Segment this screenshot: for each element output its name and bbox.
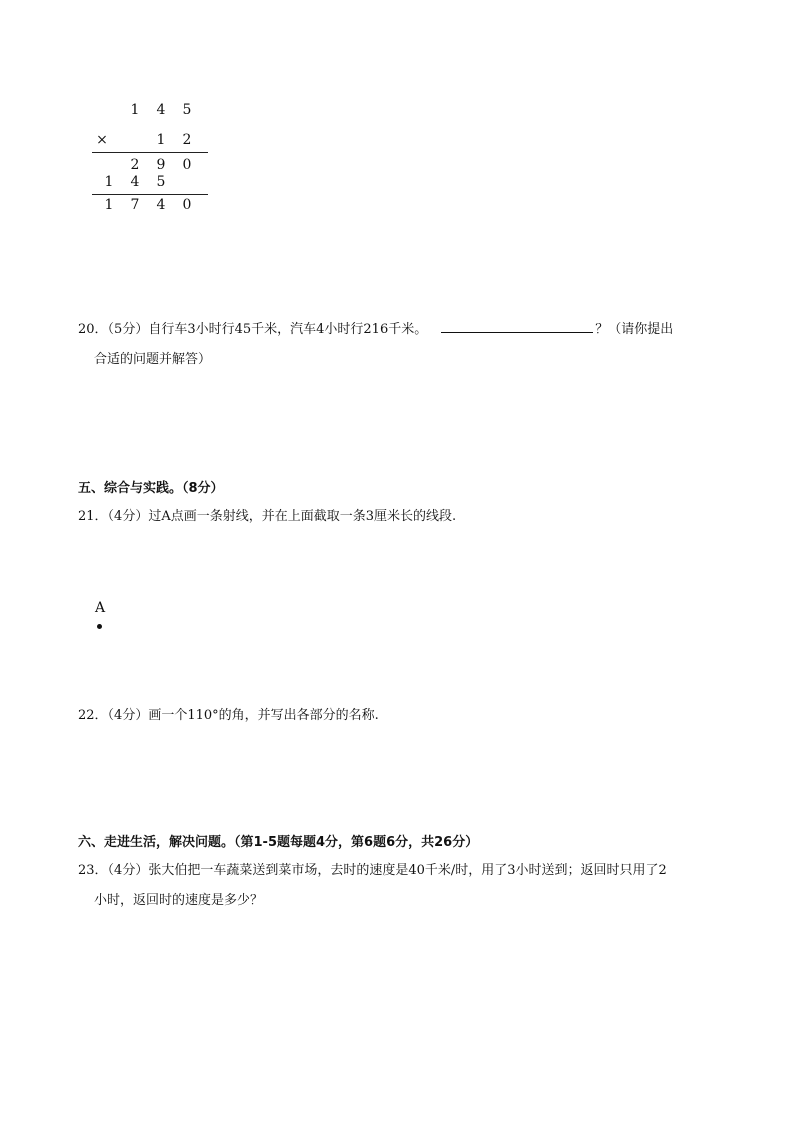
question-23-line2: 小时，返回时的速度是多少？ bbox=[94, 893, 264, 908]
multiplication-line bbox=[92, 152, 208, 153]
section-6-title: 六、走进生活，解决问题。（第1-5题每题4分，第6题6分，共26分） bbox=[78, 835, 479, 850]
question-22 bbox=[78, 706, 379, 726]
section-5-title: 五、综合与实践。（8分） bbox=[78, 481, 224, 496]
digit: 5 bbox=[156, 174, 166, 190]
question-23 bbox=[78, 861, 667, 881]
digit: 1 bbox=[156, 132, 166, 148]
question-number: 21． bbox=[78, 509, 108, 524]
digit: 4 bbox=[156, 197, 166, 213]
question-text: （5分）自行车3小时行45千米，汽车4小时行216千米。 bbox=[107, 322, 428, 337]
point-a-dot bbox=[97, 624, 102, 629]
digit: 1 bbox=[104, 174, 114, 190]
digit: 1 bbox=[130, 102, 140, 118]
answer-blank[interactable] bbox=[441, 320, 593, 333]
point-a-label: A bbox=[95, 600, 106, 616]
question-text: （4分）画一个110°的角，并写出各部分的名称. bbox=[107, 708, 379, 723]
digit: 2 bbox=[130, 157, 140, 173]
question-text: （4分）过A点画一条射线，并在上面截取一条3厘米长的线段. bbox=[107, 509, 457, 524]
digit: 9 bbox=[156, 157, 166, 173]
digit: 5 bbox=[182, 102, 192, 118]
digit: 0 bbox=[182, 157, 192, 173]
question-20-line2: 合适的问题并解答） bbox=[94, 352, 212, 367]
digit: 4 bbox=[156, 102, 166, 118]
digit: 7 bbox=[130, 197, 140, 213]
digit: 0 bbox=[182, 197, 192, 213]
question-text-tail: ？（请你提出 bbox=[595, 322, 674, 337]
digit: 4 bbox=[130, 174, 140, 190]
question-number: 23． bbox=[78, 863, 108, 878]
digit: 2 bbox=[182, 132, 192, 148]
question-21 bbox=[78, 507, 456, 527]
question-text: （4分）张大伯把一车蔬菜送到菜市场，去时的速度是40千米/时，用了3小时送到；返回时只用了2 bbox=[107, 863, 667, 878]
question-20 bbox=[78, 320, 673, 340]
question-number: 20． bbox=[78, 322, 108, 337]
vertical-multiplication bbox=[92, 100, 212, 220]
digit: 1 bbox=[104, 197, 114, 213]
multiply-sign: × bbox=[96, 132, 108, 148]
question-number: 22． bbox=[78, 708, 108, 723]
sum-line bbox=[92, 194, 208, 195]
